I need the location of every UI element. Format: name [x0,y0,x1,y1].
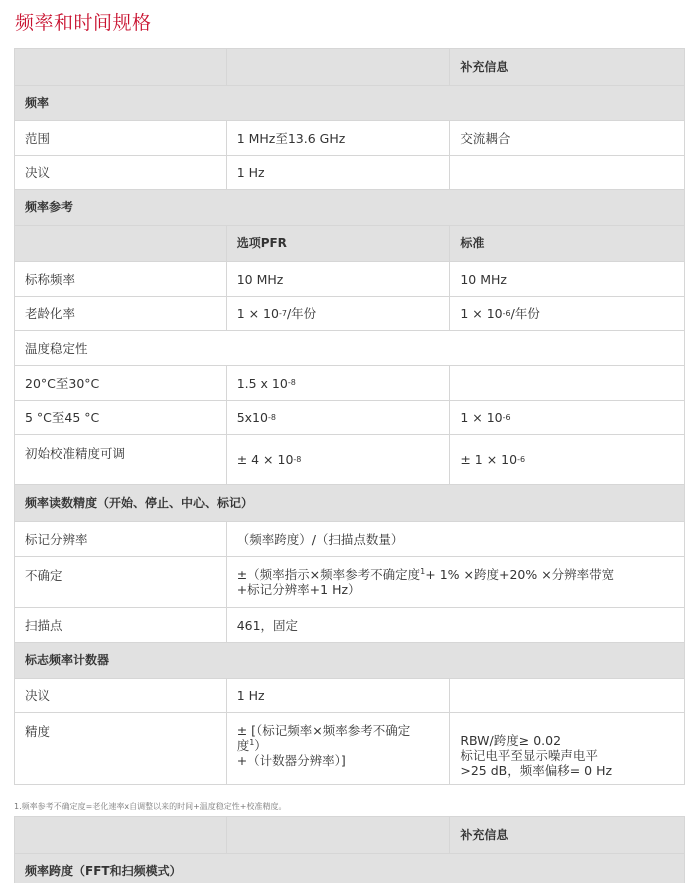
table-row-sweep-points [15,608,685,643]
calibration-pfr-value: ± 4 × 10 -8 [227,435,451,484]
section-title-readout-accuracy: 频率读数精度（开始、停止、中心、标记） [15,485,685,521]
sweep-points-value: 461，固定 [227,608,685,642]
header-cell-empty [15,817,227,853]
sweep-points-label: 扫描点 [15,608,227,642]
nominal-std-value: 10 MHz [450,262,685,296]
counter-resolution-info [450,679,685,712]
resolution-label: 决议 [15,156,227,189]
temp2-pfr-value: 5x10 -8 [227,401,451,434]
subheader-row-reference [15,226,685,262]
header-cell-empty [227,49,451,85]
header-cell-empty [227,817,451,853]
marker-resolution-value: （频率跨度）/（扫描点数量） [227,522,685,556]
subheader-cell-empty [15,226,227,261]
aging-std-value: 1 × 10 -6 /年份 [450,297,685,330]
section-title-frequency-reference: 频率参考 [15,190,685,225]
counter-resolution-label: 决议 [15,679,227,712]
section-title-marker-counter: 标志频率计数器 [15,643,685,678]
header-supplementary-info: 补充信息 [450,817,685,853]
temp1-pfr-value: 1.5 x 10 -8 [227,366,451,400]
section-row-frequency-reference [15,190,685,226]
table-row-counter-resolution [15,679,685,713]
table-header-row [15,49,685,86]
temperature-stability-label: 温度稳定性 [15,331,685,365]
section-row-frequency-span [15,854,685,883]
footnote: 1.频率参考不确定度=老化速率x自调整以来的时间+温度稳定性+校准精度。 [14,802,287,811]
subheader-standard: 标准 [450,226,685,261]
accuracy-label: 精度 [15,713,227,784]
accuracy-info: RBW/跨度≥ 0.02 标记电平至显示噪声电平 >25 dB，频率偏移= 0 Hz [450,713,685,784]
table-row-temp-20-30 [15,366,685,401]
aging-label: 老龄化率 [15,297,227,330]
table-row-nominal-frequency [15,262,685,297]
range-label: 范围 [15,121,227,155]
section-title-frequency-span: 频率跨度（FFT和扫频模式） [15,854,685,883]
uncertainty-label: 不确定 [15,557,227,607]
nominal-label: 标称频率 [15,262,227,296]
temp2-std-value: 1 × 10 -6 [450,401,685,434]
table-row-temp-5-45 [15,401,685,435]
table-row-accuracy [15,713,685,785]
calibration-label: 初始校准精度可调 [15,435,227,484]
subheader-option-pfr: 选项PFR [227,226,451,261]
frequency-spec-table [14,48,685,785]
aging-pfr-value: 1 × 10 -7 /年份 [227,297,451,330]
table-row-range [15,121,685,156]
table-row-aging-rate [15,297,685,331]
table-row-uncertainty [15,557,685,608]
calibration-std-value: ± 1 × 10 -6 [450,435,685,484]
section-row-frequency [15,86,685,121]
uncertainty-value: ±（频率指示×频率参考不确定度$^1$+ 1% ×跨度+20% ×分辨率带宽 +标记分辨率+1 Hz） [227,557,685,607]
table-header-row [15,817,685,854]
frequency-span-table [14,816,685,883]
range-value: 1 MHz至13.6 GHz [227,121,451,155]
section-title-frequency: 频率 [15,86,685,120]
header-supplementary-info: 补充信息 [450,49,685,85]
table-row-temperature-stability [15,331,685,366]
temp2-label: 5 °C至45 °C [15,401,227,434]
page-title: 频率和时间规格 [15,12,152,34]
temp1-label: 20°C至30°C [15,366,227,400]
section-row-marker-counter [15,643,685,679]
resolution-info [450,156,685,189]
resolution-value: 1 Hz [227,156,451,189]
marker-resolution-label: 标记分辨率 [15,522,227,556]
table-row-resolution [15,156,685,190]
nominal-pfr-value: 10 MHz [227,262,451,296]
accuracy-value: ± [（标记频率×频率参考不确定 度$^1$） +（计数器分辨率）] [227,713,451,784]
header-cell-empty [15,49,227,85]
table-row-initial-calibration [15,435,685,485]
table-row-marker-resolution [15,522,685,557]
section-row-readout-accuracy [15,485,685,522]
range-info: 交流耦合 [450,121,685,155]
counter-resolution-value: 1 Hz [227,679,451,712]
temp1-std-value [450,366,685,400]
